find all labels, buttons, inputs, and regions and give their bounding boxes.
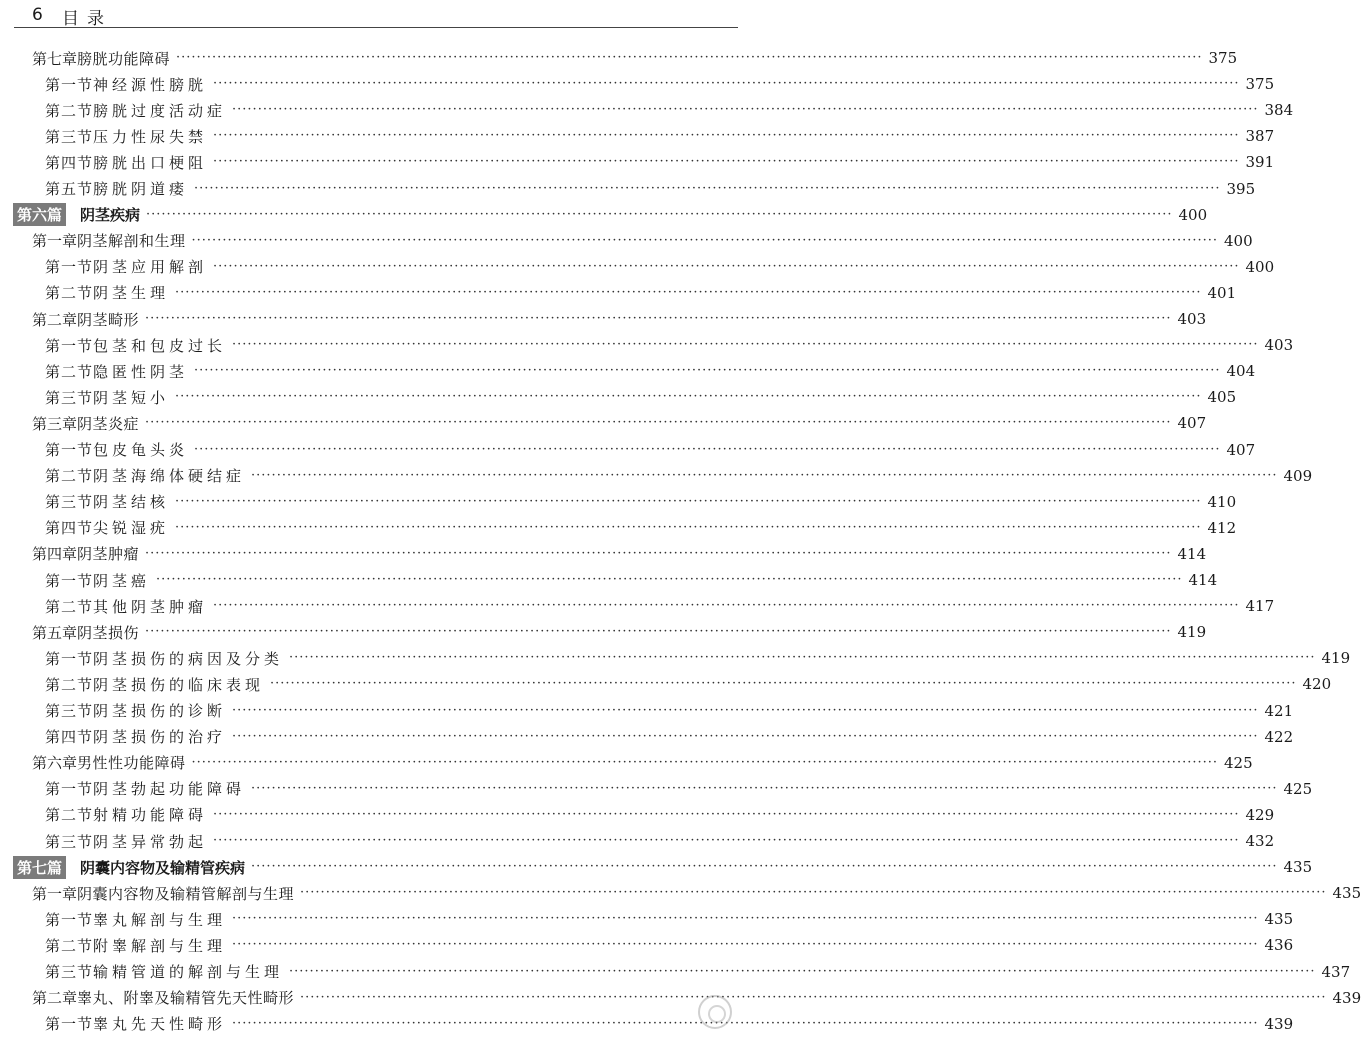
toc-entry-section[interactable] [0, 932, 1294, 958]
leader-dots: ········································································································································································································ [175, 284, 1202, 300]
toc-entry-page: 387 [1245, 127, 1275, 146]
toc-entry-section[interactable] [0, 698, 1294, 724]
toc-entry-page: 435 [1332, 884, 1361, 903]
toc-entry-page: 403 [1177, 310, 1207, 328]
leader-dots: ········································································································································································································ [194, 180, 1221, 196]
toc-entry-title: 睾丸、附睾及输精管先天性畸形 [77, 989, 295, 1008]
leader-dots: ········································································································································································································ [145, 545, 1172, 561]
toc-entry-title: 射精功能障碍 [93, 806, 208, 825]
toc-entry-section[interactable] [0, 384, 1237, 410]
toc-entry-page: 414 [1177, 544, 1207, 563]
toc-entry-page: 429 [1245, 805, 1275, 824]
leader-dots: ········································································································································································································ [232, 337, 1259, 353]
toc-entry-page: 419 [1177, 623, 1207, 642]
toc-entry-chapter[interactable] [0, 45, 1238, 71]
toc-entry-label: 第四章 [32, 545, 78, 564]
toc-entry-section[interactable] [0, 254, 1275, 280]
toc-entry-section[interactable] [0, 332, 1294, 358]
toc-entry-label: 第一章 [32, 232, 78, 251]
toc-entry-label: 第二节 [45, 362, 94, 381]
toc-entry-label: 第五节 [45, 180, 94, 198]
toc-entry-part[interactable] [0, 202, 1208, 228]
leader-dots: ········································································································································································································ [191, 754, 1218, 770]
leader-dots: ········································································································································································································ [289, 650, 1316, 666]
toc-entry-label: 第二节 [45, 675, 94, 694]
leader-dots: ········································································································································································································ [213, 154, 1240, 170]
leader-dots: ········································································································································································································ [232, 1015, 1259, 1031]
toc-entry-label: 第三节 [45, 963, 94, 981]
toc-entry-page: 439 [1332, 988, 1361, 1007]
toc-entry-chapter[interactable] [0, 228, 1253, 254]
toc-entry-chapter[interactable] [0, 985, 1361, 1011]
toc-entry-chapter[interactable] [0, 880, 1361, 906]
toc-entry-label: 第四节 [45, 519, 94, 538]
toc-entry-page: 407 [1177, 414, 1207, 433]
toc-entry-page: 410 [1207, 492, 1237, 511]
toc-entry-page: 439 [1264, 1014, 1294, 1033]
leader-dots: ········································································································································································································ [175, 493, 1202, 509]
toc-entry-page: 401 [1207, 283, 1237, 302]
toc-entry-title: 膀胱过度活动症 [93, 101, 227, 120]
leader-dots: ········································································································································································································ [213, 128, 1240, 144]
leader-dots: ········································································································································································································ [176, 50, 1203, 65]
toc-entry-section[interactable] [0, 358, 1256, 384]
toc-entry-label: 第一节 [45, 75, 94, 94]
toc-entry-title: 阴茎短小 [93, 388, 170, 407]
toc-entry-title: 阴茎异常勃起 [93, 832, 208, 851]
toc-entry-section[interactable] [0, 671, 1332, 697]
toc-entry-section[interactable] [0, 437, 1256, 463]
leader-dots: ········································································································································································································ [251, 780, 1278, 796]
toc-entry-title: 男性性功能障碍 [77, 754, 186, 773]
toc-entry-page: 425 [1224, 753, 1253, 772]
leader-dots: ········································································································································································································ [232, 702, 1259, 718]
toc-entry-title: 睾丸解剖与生理 [93, 910, 227, 929]
toc-entry-section[interactable] [0, 959, 1351, 985]
toc-entry-page: 435 [1264, 910, 1294, 929]
toc-entry-title: 阴茎海绵体硬结症 [93, 467, 246, 486]
leader-dots: ········································································································································································································ [232, 728, 1259, 744]
leader-dots: ········································································································································································································ [145, 311, 1172, 326]
toc-entry-section[interactable] [0, 176, 1256, 202]
toc-entry-page: 432 [1245, 832, 1275, 850]
toc-entry-label: 第二节 [45, 597, 94, 616]
toc-entry-title: 包皮龟头炎 [93, 441, 189, 459]
toc-entry-label: 第三节 [45, 832, 94, 851]
toc-entry-label: 第七章 [32, 49, 78, 68]
toc-entry-chapter[interactable] [0, 750, 1253, 776]
toc-entry-label: 第一节 [45, 1015, 94, 1034]
leader-dots: ········································································································································································································ [194, 441, 1221, 457]
leader-dots: ········································································································································································································ [213, 258, 1240, 274]
toc-entry-title: 阴茎损伤 [77, 623, 140, 642]
watermark-stamp-icon [698, 995, 732, 1029]
toc-entry-chapter[interactable] [0, 306, 1207, 332]
leader-dots: ········································································································································································································ [289, 963, 1316, 979]
toc-entry-label: 第一节 [45, 910, 94, 929]
toc-entry-chapter[interactable] [0, 410, 1207, 436]
toc-entry-label: 第三节 [45, 127, 94, 146]
leader-dots: ········································································································································································································ [232, 102, 1259, 118]
toc-entry-title: 其他阴茎肿瘤 [93, 597, 208, 616]
leader-dots: ········································································································································································································ [145, 415, 1172, 431]
toc-entry-title: 膀胱出口梗阻 [93, 153, 208, 172]
page-header [0, 0, 750, 30]
toc-entry-title: 附睾解剖与生理 [93, 936, 227, 955]
toc-entry-label: 第一节 [45, 441, 94, 459]
leader-dots: ········································································································································································································ [300, 885, 1327, 901]
toc-entry-section[interactable] [0, 280, 1237, 306]
leader-dots: ········································································································································································································ [194, 363, 1221, 379]
toc-entry-section[interactable] [0, 489, 1237, 515]
toc-entry-page: 375 [1245, 75, 1275, 94]
toc-entry-label: 第一节 [45, 780, 94, 799]
leader-dots: ········································································································································································································ [213, 598, 1240, 614]
toc-entry-title: 阴茎癌 [93, 571, 151, 590]
toc-entry-label: 第二节 [45, 284, 94, 303]
toc-entry-title: 隐匿性阴茎 [93, 362, 189, 381]
toc-entry-title: 阴茎炎症 [77, 414, 140, 433]
toc-entry-page: 400 [1245, 257, 1275, 276]
toc-entry-label: 第二节 [45, 101, 94, 120]
toc-entry-title: 阴囊内容物及输精管疾病 [80, 858, 246, 877]
toc-entry-section[interactable] [0, 593, 1275, 619]
toc-entry-label: 第一节 [45, 649, 94, 668]
toc-entry-section[interactable] [0, 71, 1275, 97]
toc-entry-section[interactable] [0, 828, 1275, 854]
toc-entry-label: 第三节 [45, 702, 94, 720]
toc-entry-page: 425 [1283, 779, 1313, 798]
toc-entry-section[interactable] [0, 123, 1275, 149]
toc-entry-section[interactable] [0, 97, 1294, 123]
toc-entry-page: 400 [1224, 231, 1253, 250]
toc-entry-section[interactable] [0, 1011, 1294, 1037]
toc-entry-label: 第二节 [45, 936, 94, 955]
toc-entry-page: 435 [1283, 858, 1313, 877]
leader-dots: ········································································································································································································ [213, 833, 1240, 848]
toc-entry-page: 409 [1283, 466, 1313, 485]
toc-entry-title: 包茎和包皮过长 [93, 336, 227, 355]
toc-entry-title: 压力性尿失禁 [93, 127, 208, 146]
toc-entry-page: 391 [1245, 153, 1275, 172]
toc-entry-label: 第二节 [45, 467, 94, 486]
toc-entry-label: 第六篇 [13, 203, 66, 226]
toc-entry-label: 第一章 [32, 884, 78, 903]
header-rule [14, 27, 738, 28]
toc-entry-label: 第一节 [45, 336, 94, 355]
toc-entry-title: 阴茎肿瘤 [77, 545, 140, 564]
toc-entry-chapter[interactable] [0, 541, 1207, 567]
toc-entry-title: 膀胱阴道瘘 [93, 180, 189, 198]
toc-entry-page: 417 [1245, 597, 1275, 616]
toc-entry-label: 第三章 [32, 414, 78, 433]
leader-dots: ········································································································································································································ [300, 989, 1327, 1005]
toc-entry-page: 407 [1226, 440, 1256, 459]
toc-entry-label: 第四节 [45, 728, 94, 747]
toc-entry-label: 第一节 [45, 571, 94, 590]
toc-entry-page: 375 [1208, 49, 1238, 67]
toc-entry-page: 400 [1178, 205, 1208, 224]
toc-entry-section[interactable] [0, 906, 1294, 932]
toc-entry-section[interactable] [0, 149, 1275, 175]
leader-dots: ········································································································································································································ [145, 624, 1172, 640]
toc-entry-page: 404 [1226, 362, 1256, 381]
toc-entry-section[interactable] [0, 724, 1294, 750]
toc-entry-title: 阴茎损伤的诊断 [93, 702, 227, 720]
toc-entry-page: 436 [1264, 936, 1294, 955]
leader-dots: ········································································································································································································ [191, 232, 1218, 248]
toc-entry-page: 384 [1264, 101, 1294, 120]
leader-dots: ········································································································································································································ [251, 467, 1278, 483]
toc-entry-label: 第三节 [45, 493, 94, 512]
toc-entry-page: 412 [1207, 518, 1237, 537]
leader-dots: ········································································································································································································ [232, 937, 1259, 953]
toc-entry-label: 第一节 [45, 258, 94, 277]
toc-entry-section[interactable] [0, 802, 1275, 828]
toc-entry-title: 阴茎生理 [93, 284, 170, 303]
toc-entry-page: 420 [1302, 675, 1332, 694]
toc-entry-title: 阴茎损伤的治疗 [93, 728, 227, 747]
toc-entry-label: 第六章 [32, 754, 78, 773]
toc-entry-chapter[interactable] [0, 619, 1207, 645]
toc-entry-label: 第三节 [45, 388, 94, 407]
toc-entry-page: 395 [1226, 179, 1256, 198]
toc-entry-label: 第二节 [45, 806, 94, 825]
toc-entry-label: 第四节 [45, 153, 94, 172]
toc-entry-section[interactable] [0, 567, 1218, 593]
toc-entry-title: 阴茎应用解剖 [93, 258, 208, 277]
toc-entry-section[interactable] [0, 515, 1237, 541]
toc-entry-title: 睾丸先天性畸形 [93, 1015, 227, 1034]
leader-dots: ········································································································································································································ [175, 519, 1202, 535]
toc-entry-label: 第二章 [32, 310, 78, 329]
toc-entry-title: 膀胱功能障碍 [77, 49, 171, 68]
toc-entry-title: 阴茎勃起功能障碍 [93, 780, 246, 799]
toc-entry-section[interactable] [0, 645, 1351, 671]
leader-dots: ········································································································································································································ [251, 859, 1278, 875]
toc-entry-page: 405 [1207, 388, 1237, 407]
toc-entry-label: 第二章 [32, 989, 78, 1008]
toc-entry-page: 422 [1264, 727, 1294, 746]
leader-dots: ········································································································································································································ [146, 206, 1173, 222]
toc-entry-page: 403 [1264, 336, 1294, 355]
toc-entry-title: 阴茎疾病 [80, 206, 141, 225]
toc-entry-page: 437 [1321, 962, 1351, 981]
leader-dots: ········································································································································································································ [213, 76, 1240, 92]
toc-entry-label: 第七篇 [13, 856, 66, 879]
toc-entry-part[interactable] [0, 854, 1313, 880]
toc-entry-page: 414 [1188, 571, 1218, 589]
toc-entry-title: 神经源性膀胱 [93, 75, 208, 94]
leader-dots: ········································································································································································································ [270, 676, 1297, 692]
leader-dots: ········································································································································································································ [213, 806, 1240, 822]
toc-entry-title: 阴茎损伤的病因及分类 [93, 649, 284, 668]
leader-dots: ········································································································································································································ [232, 911, 1259, 927]
toc-entry-title: 阴茎结核 [93, 493, 170, 512]
toc-entry-title: 阴茎损伤的临床表现 [93, 675, 265, 694]
leader-dots: ········································································································································································································ [156, 572, 1183, 587]
toc-entry-section[interactable] [0, 463, 1313, 489]
toc-entry-page: 421 [1264, 701, 1294, 720]
toc-entry-title: 输精管道的解剖与生理 [93, 963, 284, 981]
running-title: 目录 [62, 9, 112, 29]
toc-entry-title: 阴囊内容物及输精管解剖与生理 [77, 884, 295, 903]
toc-entry-label: 第五章 [32, 623, 78, 642]
toc-entry-title: 阴茎解剖和生理 [77, 232, 186, 251]
toc-entry-title: 尖锐湿疣 [93, 519, 170, 538]
page-number: 6 [32, 5, 43, 25]
leader-dots: ········································································································································································································ [175, 389, 1202, 405]
toc-entry-page: 419 [1321, 649, 1351, 668]
toc-entry-title: 阴茎畸形 [77, 310, 140, 329]
toc-entry-section[interactable] [0, 776, 1313, 802]
